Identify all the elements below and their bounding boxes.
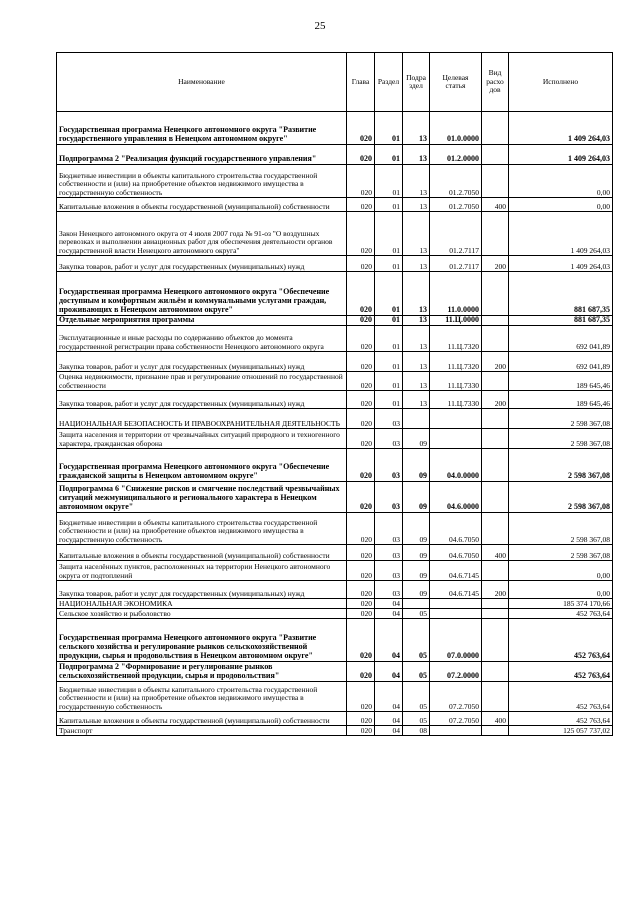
cell-target [430,609,482,619]
cell-subsection: 09 [403,581,430,599]
cell-chief: 020 [347,726,375,736]
cell-executed: 0,00 [509,561,613,581]
table-row [57,145,613,165]
table-row [57,599,613,609]
cell-name: Закупка товаров, работ и услуг для государственных (муниципальных) нужд [57,256,347,272]
cell-type [482,316,509,326]
cell-executed: 2 598 367,08 [509,409,613,429]
cell-type [482,513,509,545]
cell-chief: 020 [347,198,375,212]
cell-type [482,609,509,619]
cell-subsection: 09 [403,429,430,449]
cell-type [482,112,509,145]
cell-target [430,726,482,736]
cell-type [482,482,509,513]
cell-subsection: 05 [403,712,430,726]
table-row [57,391,613,409]
cell-section: 03 [375,513,403,545]
cell-type [482,449,509,482]
cell-target: 04.6.7050 [430,545,482,561]
table-row [57,409,613,429]
table-row [57,581,613,599]
cell-name: Государственная программа Ненецкого автономного округа "Обеспечение доступным и комфортным жильём и коммунальными услугами граждан, проживающих в Ненецком автономном округе" [57,272,347,316]
table-row [57,726,613,736]
cell-section: 01 [375,256,403,272]
cell-target: 04.0.0000 [430,449,482,482]
cell-section: 03 [375,449,403,482]
table-row [57,326,613,352]
cell-name: Закон Ненецкого автономного округа от 4 июля 2007 года № 91-оз "О воздушных перевозках и выполнении авиационных работ для обеспечения деятельности органов государственной власти Ненецкого автономного округа" [57,212,347,256]
cell-target [430,429,482,449]
cell-target: 07.0.0000 [430,619,482,662]
cell-type [482,619,509,662]
cell-chief: 020 [347,212,375,256]
cell-subsection: 05 [403,682,430,712]
cell-type: 400 [482,712,509,726]
cell-name: Закупка товаров, работ и услуг для государственных (муниципальных) нужд [57,391,347,409]
table-row [57,682,613,712]
cell-section: 01 [375,165,403,198]
cell-executed: 0,00 [509,198,613,212]
table-row [57,429,613,449]
cell-section: 01 [375,372,403,391]
cell-name: Закупка товаров, работ и услуг для государственных (муниципальных) нужд [57,581,347,599]
cell-target: 11.Ц.0000 [430,316,482,326]
cell-chief: 020 [347,545,375,561]
cell-executed: 185 374 170,66 [509,599,613,609]
cell-section: 01 [375,145,403,165]
cell-executed: 1 409 264,03 [509,145,613,165]
cell-executed: 452 763,64 [509,682,613,712]
cell-subsection: 09 [403,482,430,513]
cell-chief: 020 [347,316,375,326]
cell-executed: 1 409 264,03 [509,212,613,256]
cell-chief: 020 [347,409,375,429]
cell-chief: 020 [347,326,375,352]
cell-name: Защита населённых пунктов, расположенных на территории Ненецкого автономного округа от подтоплений [57,561,347,581]
cell-chief: 020 [347,429,375,449]
table-row [57,561,613,581]
cell-section: 03 [375,545,403,561]
cell-subsection: 13 [403,212,430,256]
cell-type [482,145,509,165]
cell-target: 07.2.7050 [430,682,482,712]
cell-executed: 2 598 367,08 [509,429,613,449]
cell-type [482,372,509,391]
cell-section: 04 [375,712,403,726]
cell-subsection: 05 [403,609,430,619]
cell-section: 03 [375,561,403,581]
cell-chief: 020 [347,112,375,145]
cell-executed: 1 409 264,03 [509,256,613,272]
cell-type [482,726,509,736]
cell-chief: 020 [347,352,375,372]
cell-target: 07.2.7050 [430,712,482,726]
table-row [57,372,613,391]
cell-chief: 020 [347,712,375,726]
cell-type [482,429,509,449]
cell-subsection: 05 [403,619,430,662]
cell-name: НАЦИОНАЛЬНАЯ БЕЗОПАСНОСТЬ И ПРАВООХРАНИТЕЛЬНАЯ ДЕЯТЕЛЬНОСТЬ [57,409,347,429]
cell-target: 01.2.0000 [430,145,482,165]
cell-executed: 2 598 367,08 [509,513,613,545]
cell-type [482,682,509,712]
cell-target: 01.2.7117 [430,212,482,256]
cell-section: 04 [375,662,403,682]
table-row [57,609,613,619]
cell-name: НАЦИОНАЛЬНАЯ ЭКОНОМИКА [57,599,347,609]
cell-name: Транспорт [57,726,347,736]
cell-subsection: 09 [403,449,430,482]
cell-type: 400 [482,198,509,212]
cell-executed: 881 687,35 [509,272,613,316]
table-row [57,316,613,326]
table-row [57,212,613,256]
cell-target: 01.2.7050 [430,198,482,212]
cell-chief: 020 [347,372,375,391]
cell-subsection: 13 [403,372,430,391]
table-row [57,545,613,561]
cell-section: 04 [375,682,403,712]
table-row [57,513,613,545]
cell-type: 400 [482,545,509,561]
header-name: Наименование [57,53,347,112]
cell-name: Подпрограмма 2 "Формирование и регулирование рынков сельскохозяйственной продукции, сырья и продовольствия" [57,662,347,682]
cell-section: 01 [375,326,403,352]
cell-executed: 1 409 264,03 [509,112,613,145]
table-row [57,352,613,372]
cell-type: 200 [482,256,509,272]
budget-execution-table [56,52,613,736]
cell-type [482,561,509,581]
cell-name: Оценка недвижимости, признание прав и регулирование отношений по государственной собственности [57,372,347,391]
cell-chief: 020 [347,599,375,609]
cell-type: 200 [482,352,509,372]
cell-target: 01.2.7117 [430,256,482,272]
cell-target [430,599,482,609]
cell-subsection: 13 [403,112,430,145]
cell-target: 11.Ц.7320 [430,326,482,352]
cell-section: 01 [375,316,403,326]
cell-chief: 020 [347,449,375,482]
cell-name: Государственная программа Ненецкого автономного округа "Развитие государственного управления в Ненецком автономном округе" [57,112,347,145]
cell-target: 04.6.7050 [430,513,482,545]
cell-subsection: 09 [403,513,430,545]
cell-type: 200 [482,391,509,409]
table-row [57,712,613,726]
cell-type [482,599,509,609]
table-row [57,482,613,513]
cell-name: Эксплуатационные и иные расходы по содержанию объектов до момента государственной регистрации права собственности Ненецкого автономного округа [57,326,347,352]
cell-subsection: 13 [403,198,430,212]
cell-section: 01 [375,112,403,145]
cell-executed: 0,00 [509,165,613,198]
cell-chief: 020 [347,662,375,682]
cell-chief: 020 [347,391,375,409]
table-row [57,619,613,662]
cell-target: 11.Ц.7330 [430,391,482,409]
cell-subsection: 13 [403,316,430,326]
cell-section: 01 [375,391,403,409]
cell-type: 200 [482,581,509,599]
cell-name: Подпрограмма 6 "Снижение рисков и смягчение последствий чрезвычайных ситуаций межмуниципального и регионального характера в Ненецком автономном округе" [57,482,347,513]
cell-type [482,662,509,682]
cell-target: 04.6.0000 [430,482,482,513]
cell-chief: 020 [347,581,375,599]
cell-subsection: 13 [403,165,430,198]
table-row [57,165,613,198]
cell-target: 07.2.0000 [430,662,482,682]
header-type: Вид расхо дов [482,53,509,112]
table-header-row [57,53,613,112]
cell-subsection: 13 [403,272,430,316]
table-row [57,198,613,212]
cell-subsection: 09 [403,561,430,581]
cell-name: Закупка товаров, работ и услуг для государственных (муниципальных) нужд [57,352,347,372]
cell-section: 03 [375,482,403,513]
table-row [57,256,613,272]
cell-executed: 0,00 [509,581,613,599]
cell-name: Государственная программа Ненецкого автономного округа "Обеспечение гражданской защиты в Ненецком автономном округе" [57,449,347,482]
cell-executed: 189 645,46 [509,391,613,409]
cell-section: 04 [375,609,403,619]
cell-type [482,409,509,429]
cell-target [430,409,482,429]
cell-chief: 020 [347,165,375,198]
page-number: 25 [314,20,326,32]
cell-name: Подпрограмма 2 "Реализация функций государственного управления" [57,145,347,165]
cell-target: 11.Ц.7320 [430,352,482,372]
cell-chief: 020 [347,482,375,513]
cell-executed: 125 057 737,02 [509,726,613,736]
table-row [57,449,613,482]
cell-subsection: 13 [403,391,430,409]
cell-executed: 2 598 367,08 [509,482,613,513]
cell-target: 04.6.7145 [430,561,482,581]
header-executed: Исполнено [509,53,613,112]
cell-chief: 020 [347,272,375,316]
header-chief: Глава [347,53,375,112]
cell-name: Государственная программа Ненецкого автономного округа "Развитие сельского хозяйства и регулирование рынков сельскохозяйственной продукции, сырья и продовольствия в Ненецком автономном округе" [57,619,347,662]
cell-subsection: 13 [403,326,430,352]
cell-section: 01 [375,212,403,256]
cell-chief: 020 [347,682,375,712]
cell-executed: 452 763,64 [509,619,613,662]
cell-subsection: 13 [403,352,430,372]
cell-executed: 452 763,64 [509,712,613,726]
cell-section: 04 [375,619,403,662]
cell-executed: 881 687,35 [509,316,613,326]
cell-executed: 452 763,64 [509,609,613,619]
cell-subsection: 05 [403,662,430,682]
table-body [57,112,613,736]
cell-type [482,212,509,256]
cell-name: Бюджетные инвестиции в объекты капитального строительства государственной собственности и (или) на приобретение объектов недвижимого имущества в государственную собственность [57,682,347,712]
cell-name: Капитальные вложения в объекты государственной (муниципальной) собственности [57,198,347,212]
cell-target: 04.6.7145 [430,581,482,599]
table-row [57,272,613,316]
cell-type [482,165,509,198]
header-target: Целевая статья [430,53,482,112]
cell-name: Бюджетные инвестиции в объекты капитального строительства государственной собственности и (или) на приобретение объектов недвижимого имущества в государственную собственность [57,165,347,198]
cell-name: Капитальные вложения в объекты государственной (муниципальной) собственности [57,712,347,726]
cell-type [482,326,509,352]
table-row [57,112,613,145]
cell-type [482,272,509,316]
cell-executed: 189 645,46 [509,372,613,391]
cell-name: Сельское хозяйство и рыболовство [57,609,347,619]
cell-section: 03 [375,581,403,599]
cell-subsection: 09 [403,545,430,561]
table-row [57,662,613,682]
cell-subsection [403,599,430,609]
cell-name: Защита населения и территории от чрезвычайных ситуаций природного и техногенного характера, гражданская оборона [57,429,347,449]
cell-section: 04 [375,599,403,609]
cell-target: 11.Ц.7330 [430,372,482,391]
cell-section: 01 [375,198,403,212]
cell-subsection: 08 [403,726,430,736]
cell-executed: 692 041,89 [509,352,613,372]
cell-section: 03 [375,409,403,429]
cell-target: 01.2.7050 [430,165,482,198]
cell-name: Бюджетные инвестиции в объекты капитального строительства государственной собственности и (или) на приобретение объектов недвижимого имущества в государственную собственность [57,513,347,545]
cell-target: 01.0.0000 [430,112,482,145]
header-subsection: Подра здел [403,53,430,112]
cell-chief: 020 [347,619,375,662]
cell-subsection: 13 [403,145,430,165]
cell-section: 01 [375,272,403,316]
cell-chief: 020 [347,609,375,619]
cell-chief: 020 [347,513,375,545]
cell-subsection [403,409,430,429]
cell-section: 03 [375,429,403,449]
cell-section: 04 [375,726,403,736]
cell-executed: 2 598 367,08 [509,545,613,561]
cell-executed: 452 763,64 [509,662,613,682]
header-section: Раздел [375,53,403,112]
cell-name: Капитальные вложения в объекты государственной (муниципальной) собственности [57,545,347,561]
cell-subsection: 13 [403,256,430,272]
cell-chief: 020 [347,561,375,581]
cell-target: 11.0.0000 [430,272,482,316]
cell-chief: 020 [347,145,375,165]
cell-name: Отдельные мероприятия программы [57,316,347,326]
cell-chief: 020 [347,256,375,272]
cell-executed: 692 041,89 [509,326,613,352]
cell-section: 01 [375,352,403,372]
cell-executed: 2 598 367,08 [509,449,613,482]
